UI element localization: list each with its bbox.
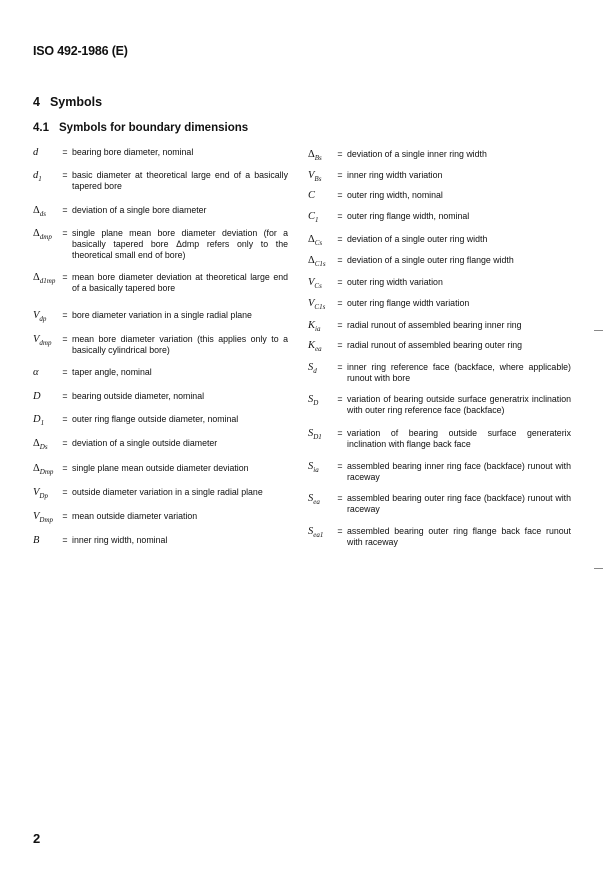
symbol-definition: outside diameter variation in a single radial plane [72, 487, 263, 497]
symbol: $d_1$ [33, 170, 42, 184]
symbol-definition: inner ring width, nominal [72, 535, 168, 545]
equals-sign: = [337, 493, 343, 503]
symbol-entry [308, 461, 571, 483]
equals-sign: = [337, 298, 343, 308]
equals-sign: = [62, 535, 68, 545]
equals-sign: = [62, 170, 68, 180]
symbol-entry [33, 391, 288, 402]
equals-sign: = [337, 526, 343, 536]
symbol-entry [33, 463, 288, 477]
symbol-definition: outer ring flange width variation [347, 298, 470, 308]
symbol: $\Delta_{Cs}$ [308, 234, 323, 248]
symbol: C [308, 190, 316, 201]
symbol-entry [308, 428, 571, 450]
symbol-definition: outer ring width variation [347, 277, 443, 287]
symbol-definition: deviation of a single inner ring width [347, 149, 487, 159]
symbol-definition: variation of bearing outside surface generatrix inclination with outer ring reference face (backface) [347, 394, 571, 415]
symbol-entry [308, 320, 571, 334]
symbol-definition: outer ring flange outside diameter, nominal [72, 414, 239, 424]
equals-sign: = [337, 277, 343, 287]
symbol-definition: basic diameter at theoretical large end of a basically tapered bore [72, 170, 288, 191]
symbol-definition: inner ring reference face (backface, where applicable) runout with bore [347, 362, 571, 383]
symbol-definition: outer ring width, nominal [347, 190, 443, 200]
symbol-entry [308, 170, 571, 184]
section-title: Symbols [49, 95, 103, 109]
equals-sign: = [337, 149, 343, 159]
symbol-entry [308, 340, 571, 354]
symbol: $\Delta_{d1mp}$ [33, 272, 56, 286]
equals-sign: = [62, 463, 68, 473]
symbol: $S_{ea1}$ [308, 526, 324, 540]
symbol-entry [33, 511, 288, 525]
symbol: $D_1$ [33, 414, 45, 428]
symbol-entry [33, 147, 288, 158]
symbol: $K_{ia}$ [308, 320, 321, 334]
symbol-entry [308, 234, 571, 248]
symbol: $S_{ia}$ [308, 461, 319, 475]
symbol-definition: single plane mean outside diameter deviation [72, 463, 249, 473]
equals-sign: = [62, 272, 68, 282]
symbol: $\Delta_{Ds}$ [33, 438, 48, 452]
symbol-entry [33, 228, 288, 261]
symbol-definition: bearing bore diameter, nominal [72, 147, 194, 157]
symbol: $S_D$ [308, 394, 319, 408]
symbol: B [33, 535, 40, 546]
equals-sign: = [62, 147, 68, 157]
symbol: $V_{Bs}$ [308, 170, 322, 184]
symbol-definition: outer ring flange width, nominal [347, 211, 470, 221]
equals-sign: = [337, 394, 343, 404]
equals-sign: = [62, 367, 68, 377]
equals-sign: = [62, 511, 68, 521]
symbol-definition: radial runout of assembled bearing outer ring [347, 340, 523, 350]
symbol-entry [33, 170, 288, 192]
equals-sign: = [337, 255, 343, 265]
symbol: $V_{C1s}$ [308, 298, 326, 312]
equals-sign: = [337, 320, 343, 330]
equals-sign: = [337, 428, 343, 438]
symbol: $S_{D1}$ [308, 428, 322, 442]
symbol-definition: bore diameter variation in a single radial plane [72, 310, 252, 320]
symbol-entry [308, 277, 571, 291]
symbol-definition: assembled bearing inner ring face (backface) runout with raceway [347, 461, 571, 482]
symbol-definition: mean bore diameter variation (this applies only to a basically cylindrical bore) [72, 334, 288, 355]
right-symbol-column [308, 0, 584, 876]
symbol-definition: mean outside diameter variation [72, 511, 198, 521]
equals-sign: = [62, 334, 68, 344]
symbol-definition: variation of bearing outside surface generaterix inclination with flange back face [347, 428, 571, 449]
equals-sign: = [62, 487, 68, 497]
symbol: $V_{Dmp}$ [33, 511, 54, 525]
symbol-definition: deviation of a single outer ring flange width [347, 255, 514, 265]
equals-sign: = [62, 391, 68, 401]
equals-sign: = [337, 234, 343, 244]
symbol-definition: bearing outside diameter, nominal [72, 391, 205, 401]
symbol: $\Delta_{Dmp}$ [33, 463, 54, 477]
symbol: $\Delta_{ds}$ [33, 205, 46, 219]
symbol: $\Delta_{dmp}$ [33, 228, 52, 242]
margin-tick [594, 330, 603, 331]
equals-sign: = [337, 170, 343, 180]
equals-sign: = [337, 211, 343, 221]
symbol-entry [308, 149, 571, 163]
symbol-definition: single plane mean bore diameter deviation (for a basically tapered bore Δdmp refers only to the theoretical small end of bore) [72, 228, 288, 260]
symbol-definition: inner ring width variation [347, 170, 443, 180]
symbol-definition: deviation of a single bore diameter [72, 205, 207, 215]
symbol-entry [33, 205, 288, 219]
section-number: 4 [33, 95, 40, 109]
symbol-entry [33, 310, 288, 324]
symbol-entry [33, 487, 288, 501]
symbol-entry [308, 255, 571, 269]
symbol-entry [308, 211, 571, 225]
equals-sign: = [62, 438, 68, 448]
margin-tick [594, 568, 603, 569]
equals-sign: = [337, 340, 343, 350]
equals-sign: = [62, 310, 68, 320]
symbol-entry [33, 438, 288, 452]
page-number: 2 [33, 831, 41, 846]
symbol: $V_{Cs}$ [308, 277, 322, 291]
symbol-definition: assembled bearing outer ring flange back face runout with raceway [347, 526, 571, 547]
equals-sign: = [337, 362, 343, 372]
symbol: $S_d$ [308, 362, 317, 376]
symbol-definition: taper angle, nominal [72, 367, 152, 377]
symbol: $\Delta_{C1s}$ [308, 255, 326, 269]
equals-sign: = [337, 461, 343, 471]
symbol-entry [308, 362, 571, 384]
symbol: $C_1$ [308, 211, 319, 225]
symbol-definition: assembled bearing outer ring face (backface) runout with raceway [347, 493, 571, 514]
equals-sign: = [337, 190, 343, 200]
equals-sign: = [62, 228, 68, 238]
symbol-definition: mean bore diameter deviation at theoretical large end of a basically tapered bore [72, 272, 288, 293]
symbol-entry [33, 414, 288, 428]
symbol-definition: radial runout of assembled bearing inner ring [347, 320, 522, 330]
equals-sign: = [62, 205, 68, 215]
symbol-entry [308, 394, 571, 416]
symbol: $\Delta_{Bs}$ [308, 149, 322, 163]
symbol: α [33, 367, 39, 378]
symbol: $V_{Dp}$ [33, 487, 48, 501]
subsection-number: 4.1 [33, 122, 49, 134]
document-header: ISO 492-1986 (E) [33, 44, 128, 58]
symbol: D [33, 391, 41, 402]
symbol: $V_{dp}$ [33, 310, 47, 324]
equals-sign: = [62, 414, 68, 424]
symbol: $K_{ea}$ [308, 340, 322, 354]
symbol-entry [308, 298, 571, 312]
symbol-entry [308, 190, 571, 201]
subsection-title: Symbols for boundary dimensions [59, 122, 249, 134]
symbol: $V_{dmp}$ [33, 334, 52, 348]
symbol-entry [33, 535, 288, 546]
symbol: $S_{ea}$ [308, 493, 320, 507]
symbol: d [33, 147, 39, 158]
symbol-entry [33, 367, 288, 378]
symbol-entry [308, 526, 571, 548]
symbol-definition: deviation of a single outer ring width [347, 234, 488, 244]
symbol-definition: deviation of a single outside diameter [72, 438, 218, 448]
left-symbol-column [33, 0, 303, 876]
symbol-entry [308, 493, 571, 515]
symbol-entry [33, 334, 288, 356]
symbol-entry [33, 272, 288, 294]
